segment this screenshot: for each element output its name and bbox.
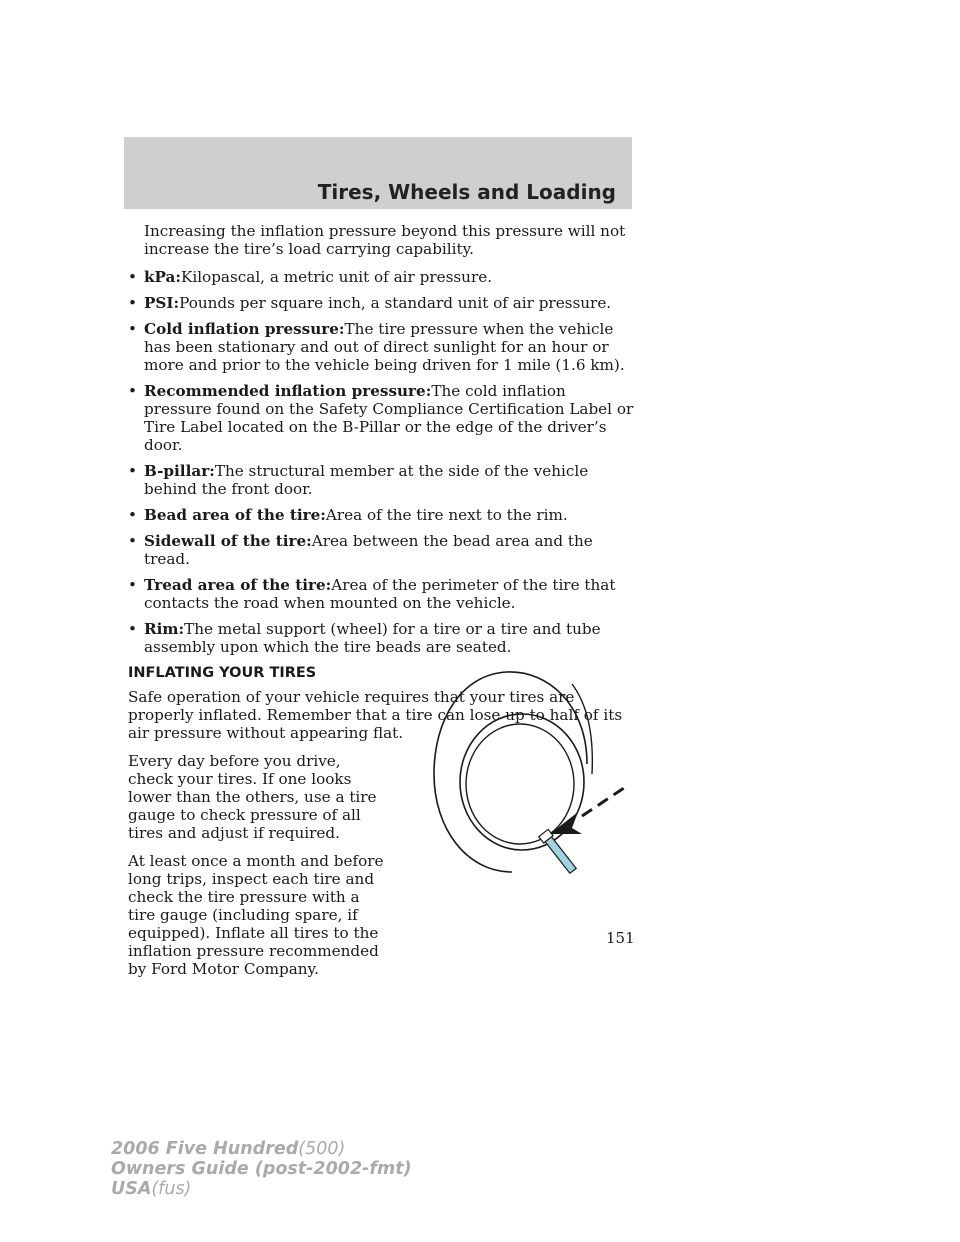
bullet-icon: • [128, 268, 137, 286]
definition-term: Tread area of the tire: [144, 576, 332, 594]
definition-list [128, 268, 636, 656]
bullet-icon: • [128, 506, 137, 524]
definition-item [128, 462, 636, 498]
definition-term: Bead area of the tire: [144, 506, 326, 524]
footer-model: 2006 Five Hundred [111, 1139, 299, 1159]
definition-term: PSI: [144, 294, 180, 312]
definition-item [128, 506, 636, 524]
definition-text: The cold inflation pressure found on the Safety Compliance Certification Label or Tire Label located on the B-Pillar or the edge of the driver’s door. [144, 382, 634, 454]
section-heading: INFLATING YOUR TIRES [128, 665, 317, 681]
bullet-icon: • [128, 532, 137, 550]
section-paragraph: At least once a month and before long trips, inspect each tire and check the tire pressure with a tire gauge (including spare, if equipped). Inflate all tires to the inflation pressure recommended by Ford Motor Company. [128, 852, 384, 978]
bullet-icon: • [128, 382, 137, 400]
definition-item [128, 382, 636, 454]
bullet-icon: • [128, 320, 137, 338]
tire-figure [432, 664, 632, 874]
footer-model-code: (500) [298, 1139, 346, 1159]
footer-line-2 [111, 1159, 412, 1179]
definition-text: Pounds per square inch, a standard unit of air pressure. [179, 294, 612, 312]
definition-text: The metal support (wheel) for a tire or a tire and tube assembly upon which the tire beads are seated. [144, 620, 601, 656]
document-footer [111, 1139, 412, 1199]
bullet-icon: • [128, 462, 137, 480]
definition-item [128, 320, 636, 374]
bullet-icon: • [128, 576, 137, 594]
intro-continuation: Increasing the inflation pressure beyond this pressure will not increase the tire’s load carrying capability. [144, 222, 626, 258]
definition-item [128, 620, 636, 656]
definition-text: The tire pressure when the vehicle has been stationary and out of direct sunlight for an hour or more and prior to the vehicle being driven for 1 mile (1.6 km). [144, 320, 625, 374]
header-band [124, 137, 632, 209]
definition-text: Kilopascal, a metric unit of air pressure. [180, 268, 493, 286]
definition-text: The structural member at the side of the vehicle behind the front door. [144, 462, 589, 498]
page-header-title: Tires, Wheels and Loading [317, 180, 616, 204]
footer-guide: Owners Guide (post-2002-fmt) [111, 1159, 412, 1179]
footer-market: USA [111, 1179, 152, 1199]
definition-term: B-pillar: [144, 462, 215, 480]
definition-term: Recommended inflation pressure: [144, 382, 432, 400]
definition-text: Area between the bead area and the tread. [144, 532, 593, 568]
bullet-icon: • [128, 620, 137, 638]
footer-line-1 [111, 1139, 412, 1159]
definition-text: Area of the perimeter of the tire that contacts the road when mounted on the vehicle. [144, 576, 616, 612]
bullet-icon: • [128, 294, 137, 312]
section-paragraph: Every day before you drive, check your tires. If one looks lower than the others, use a tire gauge to check pressure of all tires and adjust if required. [128, 752, 377, 842]
tire-valve-stem-icon [432, 664, 632, 874]
definition-item [128, 532, 636, 568]
footer-market-code: (fus) [151, 1179, 192, 1199]
footer-line-3 [111, 1179, 412, 1199]
definition-text: Area of the tire next to the rim. [325, 506, 568, 524]
definition-term: Rim: [144, 620, 185, 638]
page-number: 151 [606, 929, 635, 947]
section-paragraph: Safe operation of your vehicle requires that your tires are properly inflated. Remember that a tire can lose up to half of its air pressure without appearing flat. [128, 688, 623, 742]
definition-term: kPa: [144, 268, 181, 286]
definition-item [128, 294, 636, 312]
definition-term: Cold inflation pressure: [144, 320, 345, 338]
definition-item [128, 576, 636, 612]
definition-item [128, 268, 636, 286]
definition-term: Sidewall of the tire: [144, 532, 312, 550]
